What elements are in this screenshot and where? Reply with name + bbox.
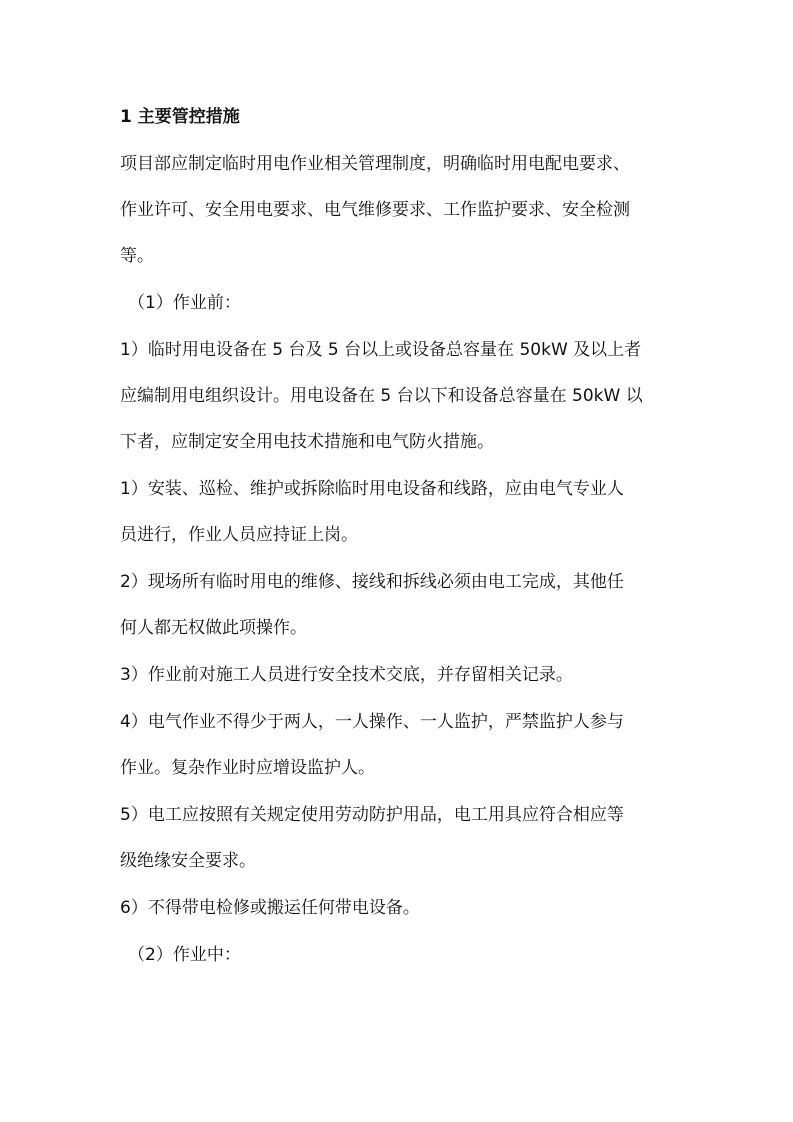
- text-line: 5）电工应按照有关规定使用劳动防护用品，电工用具应符合相应等: [120, 805, 624, 825]
- text-line: 作业。复杂作业时应增设监护人。: [120, 758, 375, 778]
- list-item: [120, 569, 680, 641]
- list-item: [120, 895, 680, 921]
- text-line: 等。: [120, 246, 154, 266]
- list-item: [120, 802, 680, 874]
- text-line: 1）临时用电设备在 5 台及 5 台以上或设备总容量在 50kW 及以上者: [120, 340, 642, 360]
- section-heading: 1 主要管控措施: [120, 107, 240, 127]
- text-line: 何人都无权做此项操作。: [120, 618, 307, 638]
- subsection-heading-before-work: （1）作业前：: [128, 293, 241, 313]
- text-line: 作业许可、安全用电要求、电气维修要求、工作监护要求、安全检测: [120, 200, 630, 220]
- text-line: 应编制用电组织设计。用电设备在 5 台以下和设备总容量在 50kW 以: [120, 386, 643, 406]
- text-line: 项目部应制定临时用电作业相关管理制度，明确临时用电配电要求、: [120, 154, 630, 174]
- text-line: 4）电气作业不得少于两人，一人操作、一人监护，严禁监护人参与: [120, 712, 624, 732]
- text-line: 6）不得带电检修或搬运任何带电设备。: [120, 898, 420, 918]
- text-line: 2）现场所有临时用电的维修、接线和拆线必须由电工完成，其他任: [120, 572, 624, 592]
- list-item: [120, 337, 680, 455]
- intro-paragraph: [120, 151, 680, 269]
- document-body: [120, 104, 680, 989]
- list-item: [120, 709, 680, 781]
- text-line: 下者，应制定安全用电技术措施和电气防火措施。: [120, 432, 494, 452]
- list-item: [120, 662, 680, 688]
- list-item: [120, 476, 680, 548]
- text-line: 1）安装、巡检、维护或拆除临时用电设备和线路，应由电气专业人: [120, 479, 624, 499]
- text-line: 级绝缘安全要求。: [120, 851, 256, 871]
- subsection-heading-during-work: （2）作业中：: [128, 945, 241, 965]
- text-line: 3）作业前对施工人员进行安全技术交底，并存留相关记录。: [120, 665, 573, 685]
- text-line: 员进行，作业人员应持证上岗。: [120, 525, 358, 545]
